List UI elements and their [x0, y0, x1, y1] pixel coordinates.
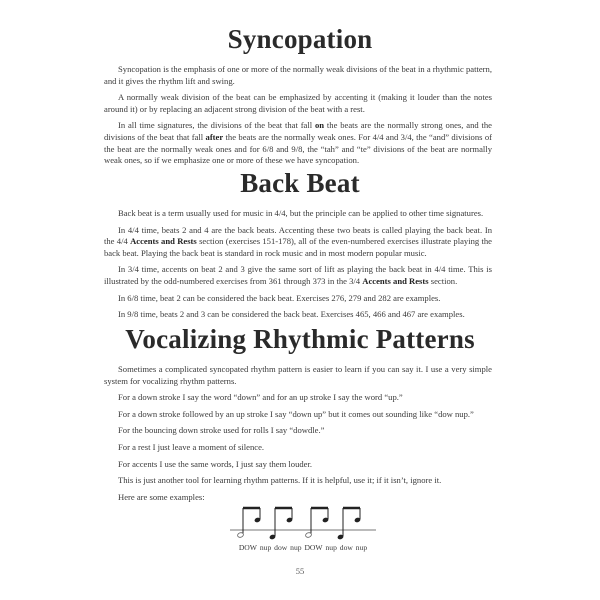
syllable: nup — [290, 543, 302, 552]
vocalizing-paragraph-5: For a rest I just leave a moment of silence. — [118, 441, 265, 452]
syncopation-paragraph-2: A normally weak division of the beat can be emphasized by accenting it (making it louder than the notes around it) or by replacing an adjacent strong division of the beat with a rest. — [104, 92, 492, 114]
vocalizing-paragraph-4: For the bouncing down stroke used for rolls I say “dowdle.” — [118, 425, 325, 436]
accents-and-rests-ref: Accents and Rests — [130, 236, 197, 247]
vocalizing-paragraph-6: For accents I use the same words, I just say them louder. — [118, 458, 313, 469]
back-beat-paragraph-3: In 3/4 time, accents on beat 2 and 3 give the same sort of lift as playing the back beat in 4/4 time. This is illustrated by the odd-numbered exercises from 361 through 373 in the 3/4 Accents and Rests section. — [104, 264, 492, 286]
syllable: dow — [274, 543, 288, 552]
eighth-note-pair-icon — [237, 508, 261, 538]
back-beat-paragraph-5: In 9/8 time, beats 2 and 3 can be considered the back beat. Exercises 465, 466 and 467 are examples. — [118, 309, 465, 320]
syncopation-body — [104, 64, 492, 167]
eighth-note-pair-icon — [269, 508, 293, 540]
vocalizing-paragraph-3: For a down stroke followed by an up stroke I say “down up” but it comes out sounding like “dow nup.” — [118, 408, 474, 419]
heading-vocalizing: Vocalizing Rhythmic Patterns — [125, 324, 475, 354]
back-beat-paragraph-2: In 4/4 time, beats 2 and 4 are the back beats. Accenting these two beats is called playing the back beat. In the 4/4 Accents and Rests section (exercises 151-178), all of the even-numbered exercises illustrate playing the back beat. Playing the back beat is standard in rock music and in most modern popular music. — [104, 224, 492, 258]
vocalizing-paragraph-1: Sometimes a complicated syncopated rhythm pattern is easier to learn if you can say it. I use a very simple system for vocalizing rhythm patterns. — [104, 364, 492, 386]
vocalization-syllables — [228, 543, 378, 552]
eighth-note-pair-icon — [305, 508, 329, 538]
syncopation-paragraph-1: Syncopation is the emphasis of one or more of the normally weak divisions of the beat in a rhythmic pattern, and it gives the rhythm lift and swing. — [104, 64, 492, 86]
vocalizing-paragraph-2: For a down stroke I say the word “down” and for an up stroke I say the word “up.” — [118, 392, 403, 403]
accents-and-rests-ref: Accents and Rests — [362, 275, 429, 286]
page-number: 55 — [295, 566, 305, 576]
heading-syncopation: Syncopation — [227, 24, 373, 54]
syllable: nup — [355, 543, 368, 552]
vocalizing-paragraph-7: This is just another tool for learning rhythm patterns. If it is helpful, use it; if it isn’t, ignore it. — [118, 475, 442, 486]
vocalizing-paragraph-8: Here are some examples: — [118, 491, 205, 502]
emphasis-on: on — [314, 120, 325, 131]
back-beat-paragraph-4: In 6/8 time, beat 2 can be considered the back beat. Exercises 276, 279 and 282 are examples. — [118, 292, 441, 303]
back-beat-body — [104, 208, 492, 321]
syllable: DOW — [304, 543, 323, 552]
emphasis-after: after — [205, 131, 224, 142]
back-beat-paragraph-1: Back beat is a term usually used for music in 4/4, but the principle can be applied to other time signatures. — [118, 208, 484, 218]
syllable: dow — [339, 543, 353, 552]
syllable: nup — [325, 543, 337, 552]
syllable: DOW — [238, 543, 257, 552]
vocalizing-body — [104, 364, 492, 503]
eighth-note-pair-icon — [337, 508, 361, 540]
syllable: nup — [259, 543, 272, 552]
heading-back-beat: Back Beat — [240, 168, 360, 198]
syncopation-paragraph-3: In all time signatures, the divisions of the beat that fall on the beats are the normally strong ones, and the divisions of the beat that fall after the beats are the normally weak ones. For 4/4 and 3/4, the “and” divisions of the beat are the normally weak ones and for 6/8 and 9/8, the “tah” and “te” divisions of the beat are normally weak ones, so if we emphasize one or more of these we have syncopation. — [104, 120, 492, 166]
